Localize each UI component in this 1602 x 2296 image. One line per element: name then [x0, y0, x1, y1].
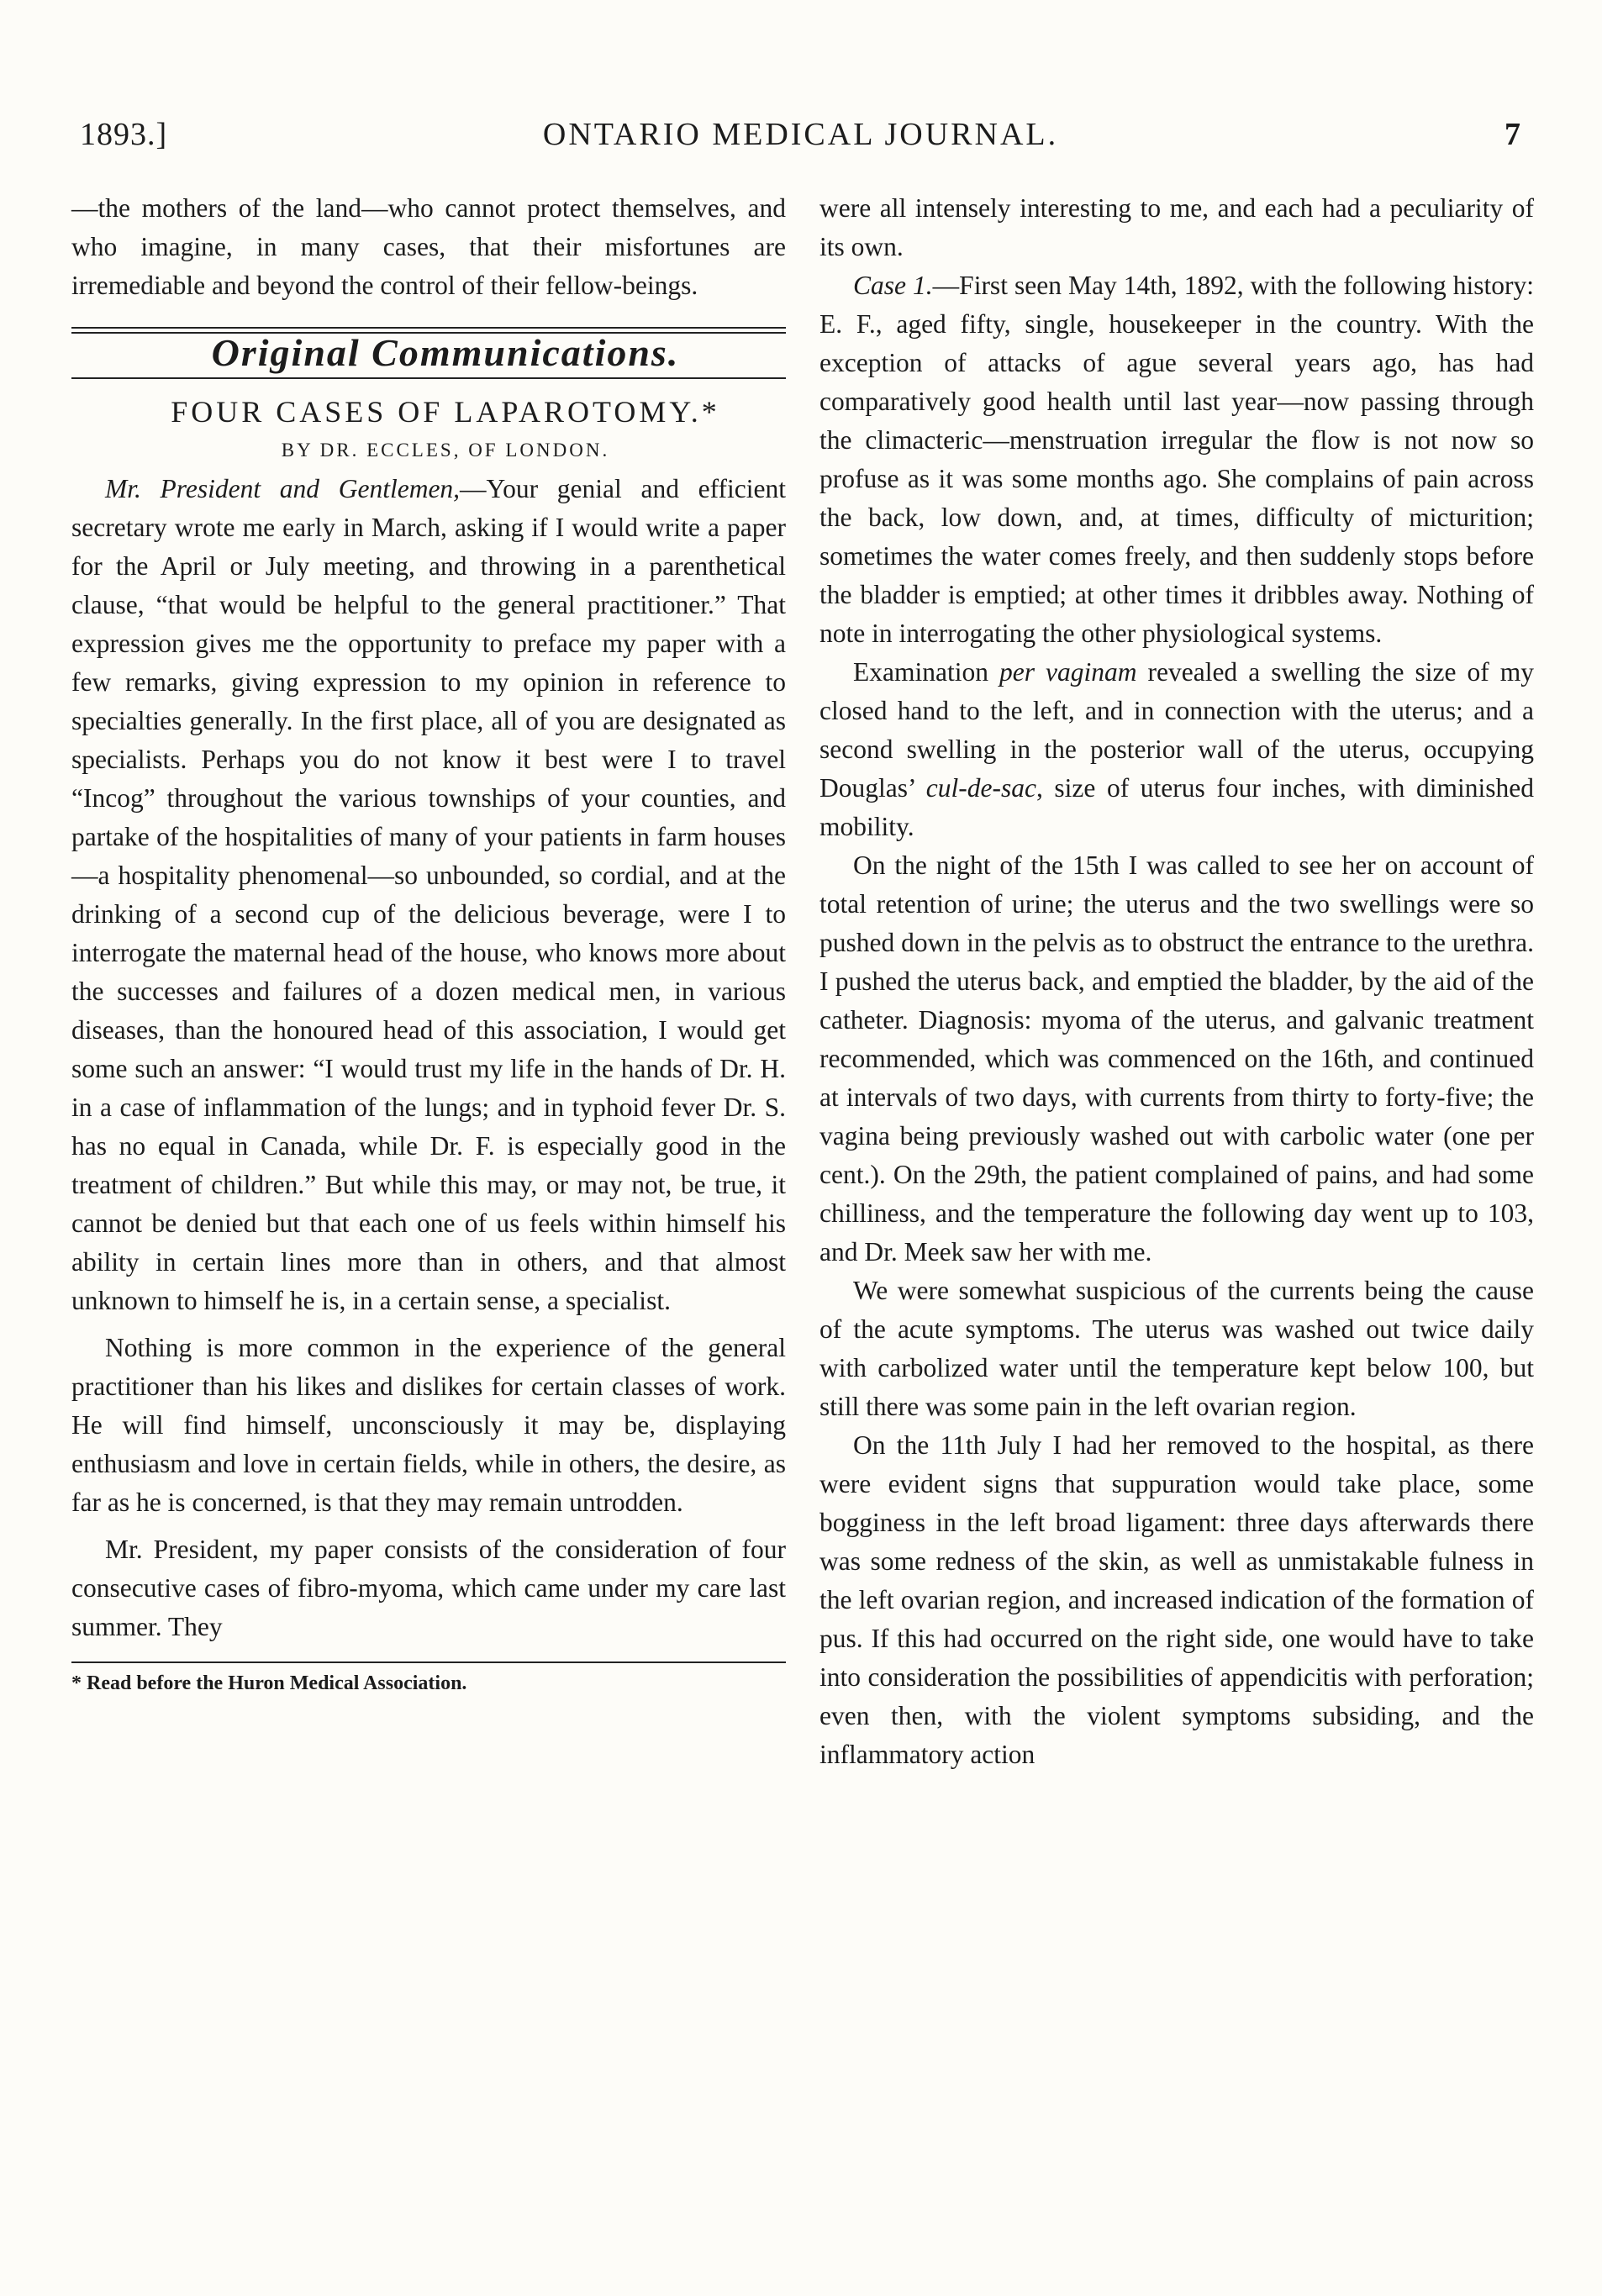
exam-text: revealed a swelling the size of my closed hand to the left, and in connection with the uterus; and a second swelling in the posterior wall of the uterus, occupying Douglas’	[819, 657, 1534, 803]
header-year: 1893.]	[80, 117, 168, 152]
running-head	[80, 116, 1521, 166]
case-text: —First seen May 14th, 1892, with the following history: E. F., aged fifty, single, housekeeper in the country. With the exception of attacks of ague several years ago, has had comparatively good health until last year—now passing through the climacteric—menstruation irregular the flow is not now so profuse as it was some months ago. She complains of pain across the back, low down, and, at times, difficulty of micturition; sometimes the water comes freely, and then suddenly stops before the bladder is emptied; at other times it dribbles away. Nothing of note in interrogating the other physiological systems.	[819, 271, 1534, 648]
section-title: Original Communications.	[211, 331, 680, 374]
paragraph-text: —Your genial and efficient secretary wrote me early in March, asking if I would write a paper for the April or July meeting, and throwing in a parenthetical clause, “that would be helpful to the general practitioner.” That expression gives me the opportunity to preface my paper with a few remarks, giving expression to my opinion in reference to specialties generally. In the first place, all of you are designated as specialists. Perhaps you do not know it best were I to travel “Incog” throughout the various townships of your counties, and partake of the hospitalities of many of your patients in farm houses—a hospitality phenomenal—so unbounded, so cordial, and at the drinking of a second cup of the delicious beverage, were I to interrogate the maternal head of the house, who knows more about the successes and failures of a dozen medical men, in various diseases, than the honoured head of this association, I would get some such an answer: “I would trust my life in the hands of Dr. H. in a case of inflammation of the lungs; and in typhoid fever Dr. S. has no equal in Canada, while Dr. F. is especially good in the treatment of children.” But while this may, or may not, be true, it cannot be denied but that each one of us feels within himself his ability in certain lines more than in others, and that almost unknown to himself he is, in a certain sense, a specialist.	[71, 474, 786, 1315]
article-title: FOUR CASES OF LAPAROTOMY.*	[171, 395, 720, 429]
paragraph: On the 11th July I had her removed to the hospital, as there were evident signs that suppuration would take place, some bogginess in the left broad ligament: three days afterwards there was some redness of the skin, as well as unmistakable fulness in the left ovarian region, and increased indication of the formation of pus. If this had occurred on the right side, one would have to take into consideration the possibilities of appendicitis with perforation; even then, with the violent symptoms subsiding, and the inflammatory action	[819, 1430, 1534, 1769]
paragraph: Mr. President, my paper consists of the consideration of four consecutive cases of fibro-myoma, which came under my care last summer. They	[71, 1535, 786, 1641]
right-column	[819, 189, 1534, 1774]
salutation: Mr. President and Gentlemen,	[105, 474, 461, 503]
section-rule	[71, 377, 786, 379]
exam-italic: per vaginam	[999, 657, 1137, 687]
paragraph: We were somewhat suspicious of the currents being the cause of the acute symptoms. The uterus was washed out twice daily with carbolized water until the temperature kept below 100, but still there was some pain in the left ovarian region.	[819, 1276, 1534, 1421]
byline: BY DR. ECCLES, OF LONDON.	[281, 440, 610, 461]
case-label: Case 1.	[853, 271, 933, 300]
footnote-rule	[71, 1661, 786, 1663]
paragraph-salutation	[71, 470, 786, 1320]
exam-italic: cul-de-sac	[925, 773, 1036, 803]
journal-title: ONTARIO MEDICAL JOURNAL.	[542, 117, 1059, 152]
paragraph: On the night of the 15th I was called to see her on account of total retention of urine; the uterus and the two swellings were so pushed down in the pelvis as to obstruct the entrance to the urethra. I pushed the uterus back, and emptied the bladder, by the aid of the catheter. Diagnosis: myoma of the uterus, and galvanic treatment recommended, which was commenced on the 16th, and continued at intervals of two days, with currents from thirty to forty-five; the vagina being previously washed out with carbolic water (one per cent.). On the 29th, the patient complained of pains, and had some chilliness, and the temperature the following day went up to 103, and Dr. Meek saw her with me.	[819, 850, 1534, 1266]
exam-text: Examination	[853, 657, 999, 687]
page-number: 7	[1505, 117, 1521, 152]
intro-paragraph: —the mothers of the land—who cannot protect themselves, and who imagine, in many cases, that their misfortunes are irremediable and beyond the control of their fellow-beings.	[71, 193, 786, 300]
examination-paragraph	[819, 653, 1534, 846]
exam-text: , size of uterus four inches, with diminished mobility.	[819, 773, 1534, 841]
paragraph: were all intensely interesting to me, and each had a peculiarity of its own.	[819, 193, 1534, 261]
footnote: * Read before the Huron Medical Association.	[71, 1672, 467, 1694]
left-column	[71, 189, 786, 1697]
case-paragraph	[819, 266, 1534, 653]
paragraph: Nothing is more common in the experience of the general practitioner than his likes and dislikes for certain classes of work. He will find himself, unconsciously it may be, displaying enthusiasm and love in certain fields, while in others, the desire, as far as he is concerned, is that they may remain untrodden.	[71, 1333, 786, 1517]
